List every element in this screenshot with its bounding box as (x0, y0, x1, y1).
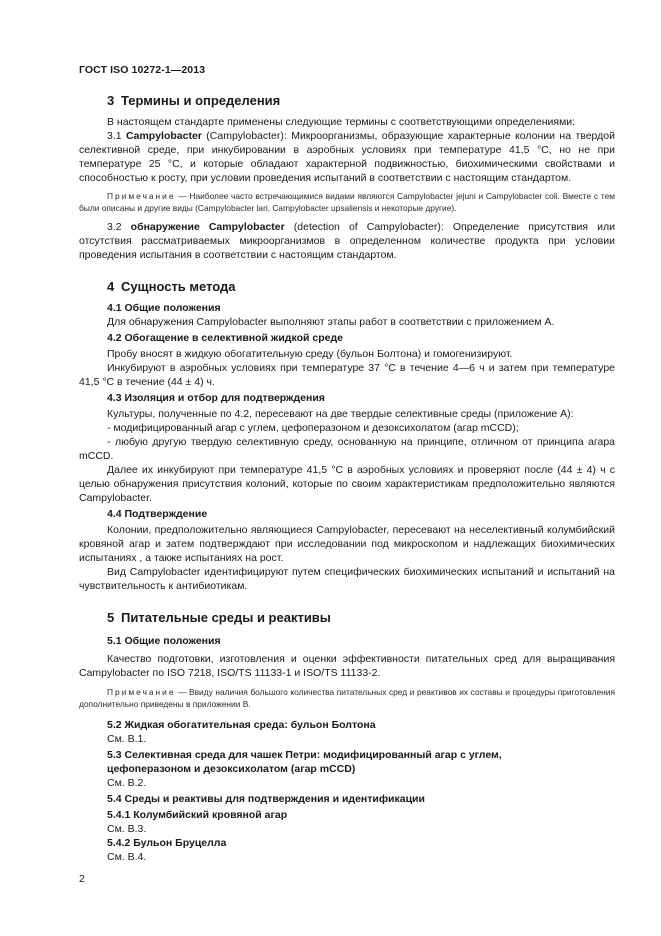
section-title: Питательные среды и реактивы (121, 610, 331, 625)
subsection-5-1-heading: 5.1 Общие положения (107, 635, 221, 647)
section-number: 4 (107, 279, 115, 294)
subsection-4-2-heading: 4.2 Обогащение в селективной жидкой среде (107, 332, 343, 344)
subsection-5-3-ref: См. В.2. (107, 777, 147, 789)
subsection-4-4-text-b: Вид Campylobacter идентифицируют путем специфических биохимических испытаний и испытаний на чувствительность к антибиотикам. (79, 566, 615, 592)
page-content (79, 92, 615, 864)
section-5-heading (79, 609, 615, 626)
subsection-5-4-2-ref: См. В.4. (107, 851, 147, 863)
section-title: Термины и определения (121, 93, 281, 108)
subsection-5-1-text: Качество подготовки, изготовления и оценки эффективности питательных сред для выращивания Campylobacter по ISO 7218, ISO/TS 11133-1 и ISO/TS 11133-2. (79, 653, 615, 679)
term-3-2: 3.2 обнаружение Campylobacter (detection of Campylobacter): Определение присутствия или отсутствия рассматриваемых микроорганизмов в определенном количестве продукта при условии проведения испытания в соответствии с настоящим стандартом. (79, 221, 615, 261)
subsection-5-3-heading-b: цефоперазоном и дезоксихолатом (агар mCCD) (107, 763, 356, 775)
subsection-4-2-text-b: Инкубируют в аэробных условиях при температуре 37 °С в течение 4—6 ч и затем при температуре 41,5 °С в течение (44 ± 4) ч. (79, 362, 615, 388)
section-4-heading (79, 278, 615, 295)
subsection-4-3-text-a: Культуры, полученные по 4.2, пересевают на две твердые селективные среды (приложение А): (107, 408, 574, 420)
page-number: 2 (79, 873, 85, 885)
section-number: 3 (107, 93, 115, 108)
subsection-5-3-heading-a: 5.3 Селективная среда для чашек Петри: модифицированный агар с углем, (107, 749, 502, 761)
subsection-4-3-heading: 4.3 Изоляция и отбор для подтверждения (107, 392, 325, 404)
note-5-1: Примечание — Ввиду наличия большого количества питательных сред и реактивов их составы и процедуры приготовления дополнительно приведены в приложении В. (79, 687, 615, 709)
subsection-4-4-heading: 4.4 Подтверждение (107, 508, 208, 520)
term-3-1: 3.1 Campylobacter (Campylobacter): Микроорганизмы, образующие характерные колонии на твердой селективной среде, при инкубировании в аэробных условиях при температуре 41,5 °С, но не при температуре 25 °С, и которые обладают характерной подвижностью, биохимическими свойствами и способностью к росту, при условии проведения испытаний в соответствии с настоящим стандартом. (79, 130, 615, 184)
subsection-5-4-1-heading: 5.4.1 Колумбийский кровяной агар (107, 809, 288, 821)
term-name: обнаружение Campylobacter (130, 221, 285, 233)
subsection-4-1-text: Для обнаружения Campylobacter выполняют этапы работ в соответствии с приложением А. (107, 316, 555, 328)
subsection-5-4-1-ref: См. В.3. (107, 823, 147, 835)
document-header: ГОСТ ISO 10272-1—2013 (79, 64, 206, 76)
subsection-5-4-heading: 5.4 Среды и реактивы для подтверждения и идентификации (107, 793, 425, 805)
section-3-intro: В настоящем стандарте применены следующие термины с соответствующими определениями: (107, 116, 576, 128)
note-label: Примечание (107, 687, 176, 697)
subsection-5-4-2-heading: 5.4.2 Бульон Бруцелла (107, 837, 227, 849)
subsection-4-2-text-a: Пробу вносят в жидкую обогатительную среду (бульон Болтона) и гомогенизируют. (107, 348, 513, 360)
subsection-4-4-text-a: Колонии, предположительно являющиеся Campylobacter, пересевают на неселективный колумбийский кровяной агар и затем подтверждают при исследовании под микроскопом и надлежащих биохимических испытаниях , а также испытаниях на рост. (79, 524, 615, 564)
term-name: Campylobacter (126, 130, 202, 142)
section-number: 5 (107, 610, 115, 625)
section-title: Сущность метода (121, 279, 236, 294)
note-label: Примечание (107, 191, 176, 201)
subsection-4-3-text-c: - любую другую твердую селективную среду, основанную на принципе, отличном от принципа агара mCCD. (79, 436, 615, 462)
subsection-4-3-text-b: - модифицированный агар с углем, цефоперазоном и дезоксихолатом (агар mCCD); (107, 422, 519, 434)
note-3: Примечание — Наиболее часто встречающимися видами являются Campylobacter jejuni и Campylobacter coli. Вместе с тем были описаны и другие виды (Campylobacter lari, Campylobacter upsaliensis и некоторые другие). (79, 191, 616, 213)
section-3-heading (79, 92, 615, 109)
subsection-5-2-heading: 5.2 Жидкая обогатительная среда: бульон Болтона (107, 719, 376, 731)
subsection-5-2-ref: См. В.1. (107, 733, 147, 745)
subsection-4-3-text-d: Далее их инкубируют при температуре 41,5 °С в аэробных условиях и проверяют после (44 ± 4) ч с целью обнаружения присутствия колоний, которые по своим характеристикам предположительно являются Campylobacter. (79, 464, 615, 504)
subsection-4-1-heading: 4.1 Общие положения (107, 302, 221, 314)
